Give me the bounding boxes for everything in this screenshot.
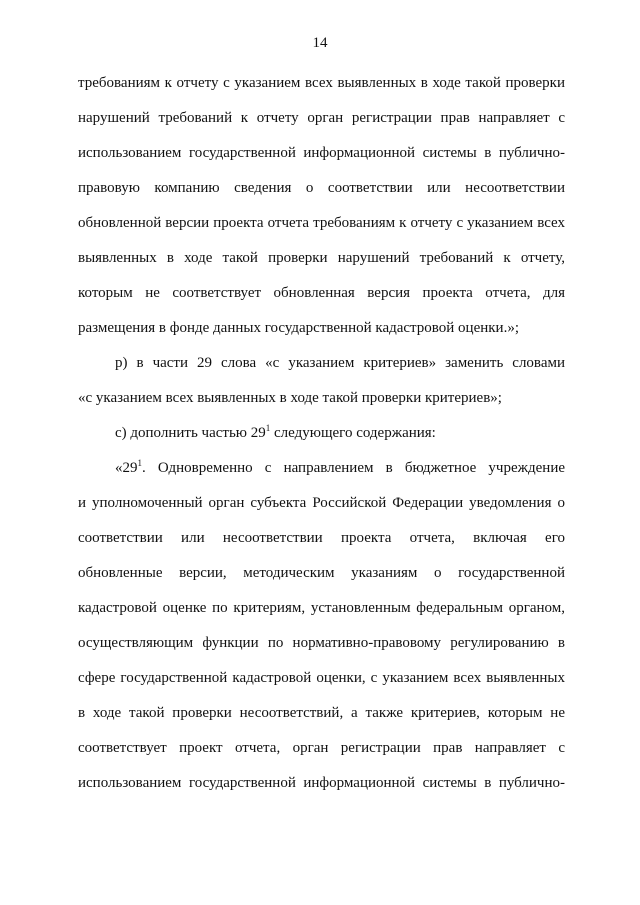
paragraph-29-1-line: [115, 458, 565, 478]
text-line: кадастровой оценке по критериям, установленным федеральным органом,: [78, 600, 565, 616]
text-line: размещения в фонде данных государственной кадастровой оценки.»;: [78, 320, 519, 336]
text-line: выявленных в ходе такой проверки нарушений требований к отчету,: [78, 250, 565, 266]
text-line: соответствии или несоответствии проекта отчета, включая его: [78, 530, 565, 546]
superscript: 1: [137, 458, 142, 468]
text-line: соответствует проект отчета, орган регистрации прав направляет с: [78, 740, 565, 756]
paragraph-r-line: «с указанием всех выявленных в ходе такой проверки критериев»;: [78, 390, 502, 406]
text-line: которым не соответствует обновленная версия проекта отчета, для: [78, 285, 565, 301]
text-line: обновленной версии проекта отчета требованиям к отчету с указанием всех: [78, 215, 565, 231]
text-line: и уполномоченный орган субъекта Российской Федерации уведомления о: [78, 495, 565, 511]
text-line: сфере государственной кадастровой оценки, с указанием всех выявленных: [78, 670, 565, 686]
text-line: требованиям к отчету с указанием всех выявленных в ходе такой проверки: [78, 75, 565, 91]
paragraph-number: «$29^1$: [115, 458, 142, 476]
paragraph-s-text: с) дополнить частью 29: [115, 425, 266, 441]
superscript: 1: [265, 423, 271, 433]
paragraph-text: . Одновременно с направлением в бюджетное учреждение: [142, 460, 565, 476]
text-line: правовую компанию сведения о соответствии или несоответствии: [78, 180, 565, 196]
text-line: использованием государственной информационной системы в публично-: [78, 775, 565, 791]
text-line: нарушений требований к отчету орган регистрации прав направляет с: [78, 110, 565, 126]
text-line: в ходе такой проверки несоответствий, а также критериев, которым не: [78, 705, 565, 721]
page-number: 14: [312, 35, 328, 51]
paragraph-r-line: р) в части 29 слова «с указанием критериев» заменить словами: [115, 355, 565, 371]
text-line: осуществляющим функции по нормативно-правовому регулированию в: [78, 635, 565, 651]
text-line: использованием государственной информационной системы в публично-: [78, 145, 565, 161]
text-line: обновленные версии, методическим указаниям о государственной: [78, 565, 565, 581]
paragraph-s-line: [115, 423, 565, 443]
paragraph-s-text: следующего содержания:: [274, 425, 436, 441]
